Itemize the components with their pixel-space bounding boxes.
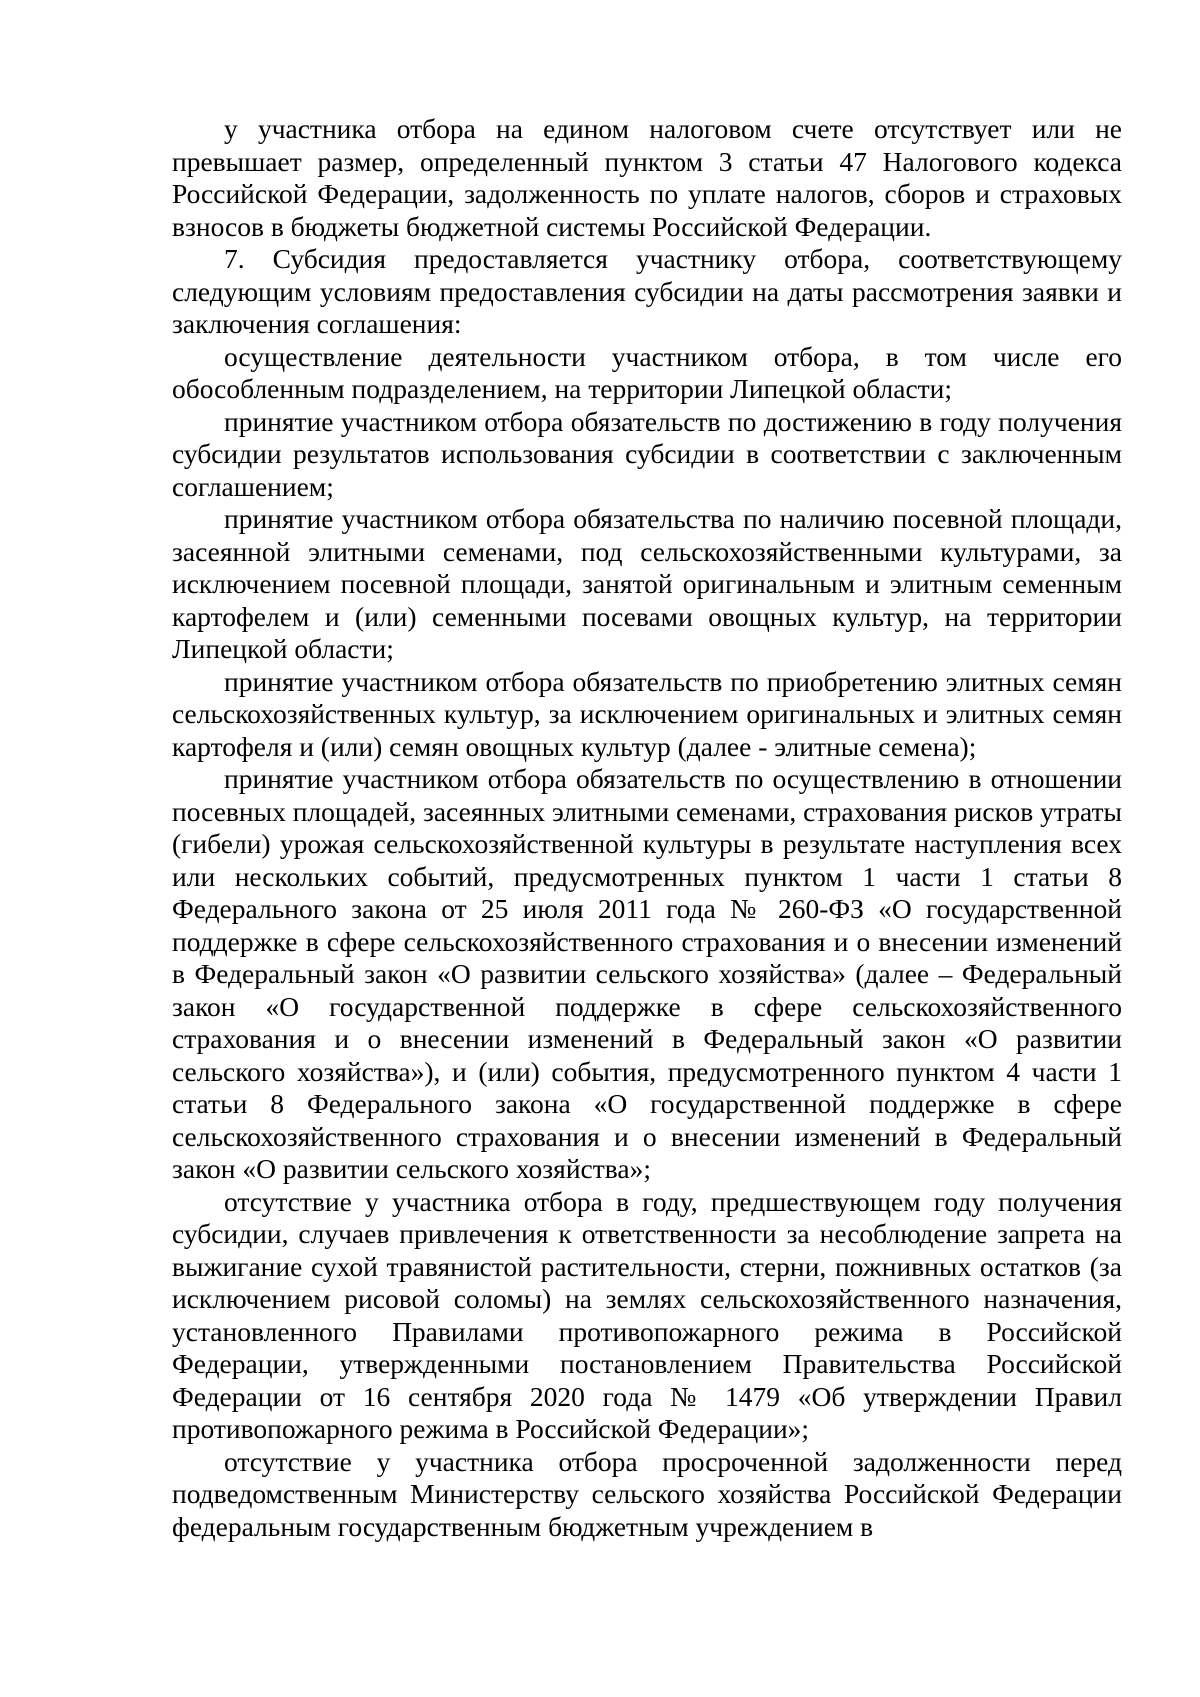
paragraph-results-obligation: принятие участником отбора обязательств по достижению в году получения субсидии результатов использования субсидии в соответствии с заключенным соглашением; (172, 405, 1122, 502)
paragraph-insurance-obligation: принятие участником отбора обязательств по осуществлению в отношении посевных площадей, засеянных элитными семенами, страхования рисков утраты (гибели) урожая сельскохозяйственной культуры в результате наступления всех или нескольких событий, предусмотренных пунктом 1 части 1 статьи 8 Федерального закона от 25 июля 2011 года № 260-ФЗ «О государственной поддержке в сфере сельскохозяйственного страхования и о внесении изменений в Федеральный закон «О развитии сельского хозяйства» (далее – Федеральный закон «О государственной поддержке в сфере сельскохозяйственного страхования и о внесении изменений в Федеральный закон «О развитии сельского хозяйства»), и (или) события, предусмотренного пунктом 4 части 1 статьи 8 Федерального закона «О государственной поддержке в сфере сельскохозяйственного страхования и о внесении изменений в Федеральный закон «О развитии сельского хозяйства»; (172, 763, 1122, 1184)
paragraph-item-7: 7. Субсидия предоставляется участнику отбора, соответствующему следующим условиям предоставления субсидии на даты рассмотрения заявки и заключения соглашения: (172, 243, 1122, 339)
paragraph-tax-debt: у участника отбора на едином налоговом счете отсутствует или не превышает размер, определенный пунктом 3 статьи 47 Налогового кодекса Российской Федерации, задолженность по уплате налогов, сборов и страховых взносов в бюджеты бюджетной системы Российской Федерации. (172, 113, 1122, 242)
paragraph-overdue-debt-condition: отсутствие у участника отбора просроченной задолженности перед подведомственным Министерству сельского хозяйства Российской Федерации федеральным государственным бюджетным учреждением в (172, 1445, 1122, 1542)
paragraph-elite-seeds-obligation: принятие участником отбора обязательств по приобретению элитных семян сельскохозяйственных культур, за исключением оригинальных и элитных семян картофеля и (или) семян овощных культур (далее - элитные семена); (172, 665, 1122, 762)
paragraph-fire-safety-condition: отсутствие у участника отбора в году, предшествующем году получения субсидии, случаев привлечения к ответственности за несоблюдение запрета на выжигание сухой травянистой растительности, стерни, пожнивных остатков (за исключением рисовой соломы) на землях сельскохозяйственного назначения, установленного Правилами противопожарного режима в Российской Федерации, утвержденными постановлением Правительства Российской Федерации от 16 сентября 2020 года № 1479 «Об утверждении Правил противопожарного режима в Российской Федерации»; (172, 1185, 1122, 1444)
paragraph-territory-condition: осуществление деятельности участником отбора, в том числе его обособленным подразделением, на территории Липецкой области; (172, 340, 1122, 404)
document-body (172, 113, 1122, 1543)
paragraph-sown-area-obligation: принятие участником отбора обязательства по наличию посевной площади, засеянной элитными семенами, под сельскохозяйственными культурами, за исключением посевной площади, занятой оригинальным и элитным семенным картофелем и (или) семенными посевами овощных культур, на территории Липецкой области; (172, 503, 1122, 664)
